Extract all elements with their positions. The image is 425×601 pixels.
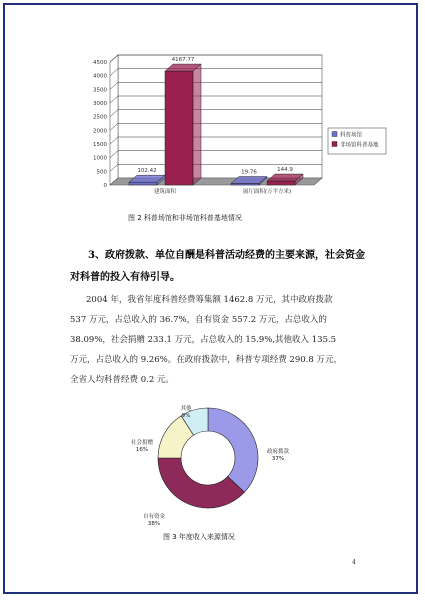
paragraph-line: 全省人均科普经费 0.2 元。 [70, 375, 174, 385]
slice-name-label: 自有资金 [142, 514, 166, 520]
slice-percent-label: 37% [271, 456, 285, 462]
slice-percent-label: 16% [135, 447, 149, 453]
slice-name-label: 社会捐赠 [130, 440, 154, 446]
legend-label: 非场馆科普基地 [340, 142, 379, 149]
donut-slice [158, 458, 244, 508]
paragraph-line: 2004 年，我省年度科普经费筹集额 1462.8 万元，其中政府拨款 [86, 295, 333, 305]
bar-front [165, 71, 193, 185]
y-tick-label: 3500 [93, 87, 107, 94]
body-paragraph [70, 290, 375, 390]
donut-slices [158, 408, 258, 508]
paragraph-line: 38.09%，社会捐赠 233.1 万元，占总收入的 15.9%,其他收入 135.5 [70, 335, 337, 345]
slice-name-label: 政府拨款 [266, 449, 290, 455]
chart-legend [328, 128, 386, 154]
x-tick-label: 展厅面积(万平方米) [242, 189, 292, 195]
y-tick-label: 3000 [93, 101, 107, 107]
chart-grid [110, 55, 322, 185]
chart-back-wall [118, 55, 322, 178]
x-axis-labels [154, 187, 291, 195]
data-label: 4167.77 [171, 57, 195, 64]
slice-name-label: 其他 [180, 406, 192, 412]
paragraph-line: 万元，占总收入的 9.26%。在政府拨款中，科普专项经费 290.8 万元， [70, 355, 342, 365]
data-label: 19.76 [241, 169, 257, 176]
legend-swatch [332, 132, 337, 137]
slice-percent-label: 9% [181, 413, 191, 419]
figure-3-caption: 图 3 年度收入来源情况 [163, 533, 235, 541]
page-number: 4 [352, 559, 356, 566]
legend-swatch [332, 142, 337, 147]
bar-front [129, 182, 157, 185]
y-tick-label: 0 [103, 183, 107, 189]
section-heading [70, 245, 370, 289]
x-tick-label: 建筑面积 [153, 189, 177, 195]
bar-side [193, 64, 201, 185]
donut-chart [110, 400, 320, 530]
paragraph-line: 537 万元，占总收入的 36.7%，自有资金 557.2 万元，占总收入的 [70, 315, 327, 325]
y-tick-label: 4500 [93, 60, 107, 66]
donut-slice [208, 408, 258, 492]
y-tick-label: 500 [96, 169, 107, 176]
bar-front [267, 181, 295, 185]
y-tick-label: 4000 [93, 73, 107, 80]
slice-percent-label: 38% [147, 521, 161, 527]
data-label: 102.42 [137, 168, 157, 175]
figure-2-caption: 图 2 科普场馆和非场馆科普基地情况 [128, 214, 242, 222]
y-tick-label: 2500 [93, 114, 107, 121]
data-label: 144.9 [277, 167, 293, 174]
heading-line-1: 3、政府拨款、单位自酬是科普活动经费的主要来源，社会资金 [88, 250, 365, 261]
bar-chart [80, 40, 388, 210]
y-axis-ticks [93, 60, 108, 189]
y-tick-label: 2000 [93, 128, 107, 135]
y-tick-label: 1000 [93, 155, 107, 162]
y-tick-label: 1500 [93, 142, 107, 148]
legend-label: 科普场馆 [340, 132, 363, 139]
heading-line-2: 对科普的投入有待引导。 [70, 272, 180, 283]
